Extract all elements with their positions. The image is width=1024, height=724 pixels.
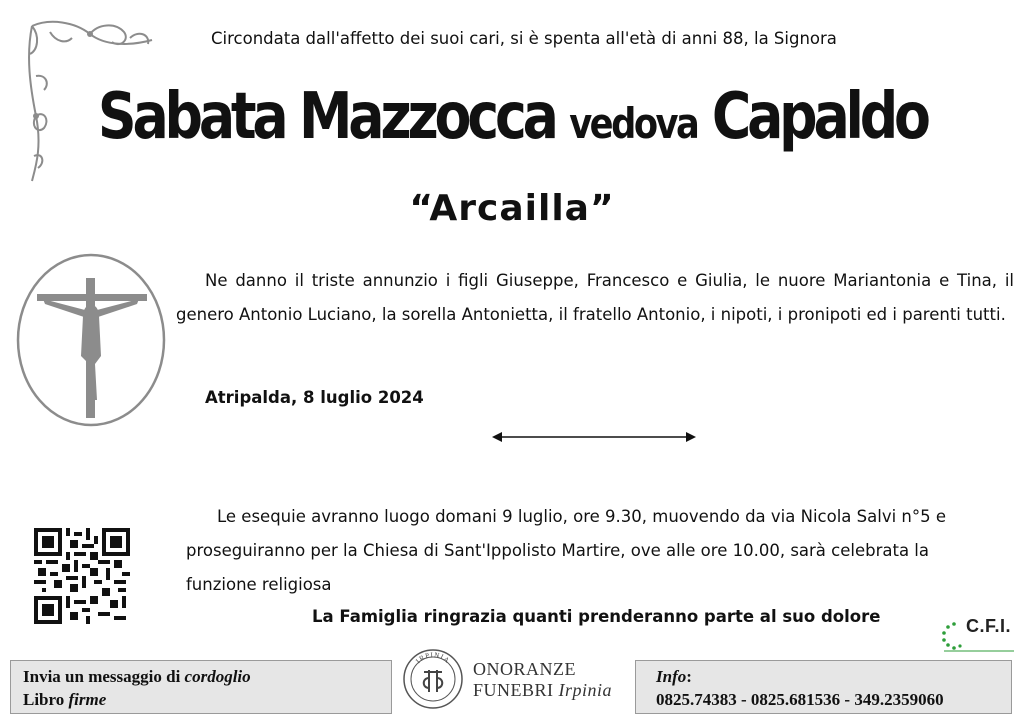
place-and-date: Atripalda, 8 luglio 2024	[205, 388, 424, 407]
info-label: Info	[656, 667, 687, 686]
guestbook-italic: firme	[68, 690, 107, 709]
brand-line-2-italic: Irpinia	[558, 680, 613, 700]
deceased-nickname: “Arcailla”	[409, 188, 615, 229]
info-colon: :	[686, 667, 692, 686]
guestbook-prefix: Libro	[23, 690, 65, 709]
brand-seal-icon	[402, 648, 464, 710]
funeral-details	[186, 500, 986, 602]
condolence-message-link[interactable]	[23, 665, 391, 688]
info-heading	[656, 665, 1011, 688]
qr-code-icon[interactable]	[34, 528, 130, 624]
condolence-box[interactable]	[10, 660, 392, 714]
deceased-surname: Mazzocca	[298, 80, 555, 154]
funeral-line-2: proseguiranno per la Chiesa di Sant'Ippolisto Martire, ove alle ore 10.00, sarà celebrata la	[186, 541, 930, 560]
brand-line-1: ONORANZE	[473, 659, 576, 679]
announcement-text: Ne danno il triste annunzio i figli Giuseppe, Francesco e Giulia, le nuore Mariantonia e Tina, il genero Antonio Luciano, la sorella Antonietta, il fratello Antonio, i nipoti, i pronipoti ed i parenti tutti.	[176, 271, 1014, 324]
deceased-married-name: Capaldo	[711, 80, 927, 154]
phone-numbers[interactable]: 0825.74383 - 0825.681536 - 349.2359060	[656, 690, 944, 709]
intro-text: Circondata dall'affetto dei suoi cari, si è spenta all'età di anni 88, la Signora	[211, 29, 837, 48]
info-box	[635, 660, 1012, 714]
seal-text: IRPINIA	[414, 650, 452, 666]
funeral-line-1: Le esequie avranno luogo domani 9 luglio, ore 9.30, muovendo da via Nicola Salvi n°5 e	[217, 507, 947, 526]
cfi-logo-text: C.F.I.	[966, 616, 1012, 636]
crucifix-icon	[15, 252, 167, 428]
funeral-line-3: funzione religiosa	[186, 575, 332, 594]
widow-word: vedova	[568, 99, 697, 148]
deceased-first-name: Sabata	[97, 80, 285, 154]
brand-name	[473, 659, 612, 701]
double-arrow-divider-icon	[492, 430, 696, 444]
condolence-italic: cordoglio	[184, 667, 251, 686]
family-thanks: La Famiglia ringrazia quanti prenderanno parte al suo dolore	[312, 607, 881, 626]
deceased-name	[0, 80, 1024, 154]
brand-line-2	[473, 680, 612, 701]
condolence-prefix: Invia un messaggio di	[23, 667, 181, 686]
brand-line-2-prefix: FUNEBRI	[473, 680, 554, 700]
guestbook-link[interactable]	[23, 688, 391, 711]
